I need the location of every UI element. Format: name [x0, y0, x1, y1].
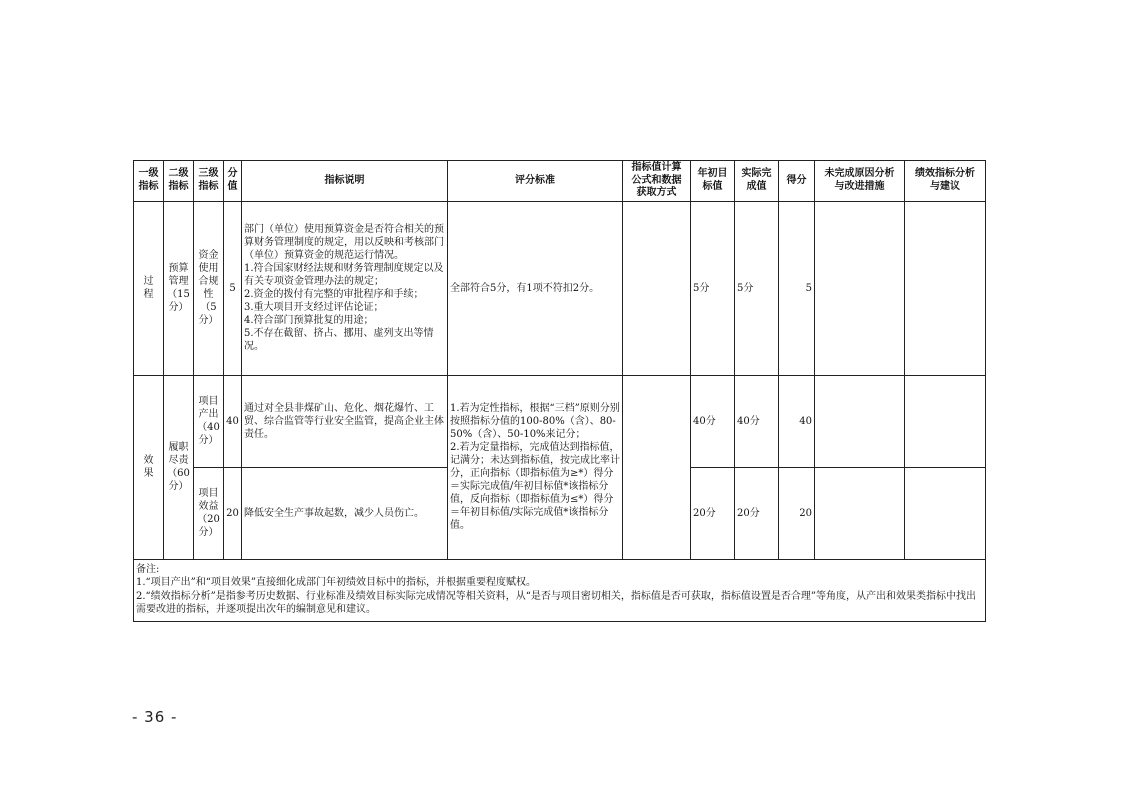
cell-level2: 预算 管理 （15 分）: [164, 201, 194, 375]
cell-level3: 项目 产出 （40 分）: [194, 375, 224, 467]
cell-weight: 20: [224, 467, 242, 559]
performance-table: [133, 160, 986, 622]
table-row: [134, 375, 986, 467]
header-row: [134, 161, 986, 202]
page-number: - 36 -: [132, 708, 178, 726]
note-1: 1.“项目产出”和“项目效果”直接细化成部门年初绩效目标中的指标，并根据重要程度赋权。: [136, 577, 536, 588]
cell-actual: 40分: [735, 375, 779, 467]
header-actual: 实际完 成值: [735, 161, 779, 202]
header-score-weight: 分 值: [224, 161, 242, 202]
cell-level1: 过 程: [134, 201, 164, 375]
cell-description: 通过对全县非煤矿山、危化、烟花爆竹、工贸、综合监管等行业安全监管，提高企业主体责任。: [242, 375, 448, 467]
header-analysis: 绩效指标分析 与建议: [905, 161, 986, 202]
cell-weight: 40: [224, 375, 242, 467]
cell-reason: [815, 201, 905, 375]
table-row: [134, 201, 986, 375]
cell-level2: 履职 尽责 （60 分）: [164, 375, 194, 559]
header-description: 指标说明: [242, 161, 448, 202]
cell-target: 5分: [691, 201, 735, 375]
cell-actual: 20分: [735, 467, 779, 559]
header-criteria: 评分标准: [448, 161, 623, 202]
cell-target: 40分: [691, 375, 735, 467]
cell-actual: 5分: [735, 201, 779, 375]
cell-reason: [815, 375, 905, 467]
cell-description: 降低安全生产事故起数，减少人员伤亡。: [242, 467, 448, 559]
note-2: 2.“绩效指标分析”是指参考历史数据、行业标准及绩效目标实际完成情况等相关资料，从“是否与项目密切相关，指标值是否可获取，指标值设置是否合理”等角度，从产出和效果类指标中找出需要改进的指标，并逐项提出次年的编制意见和建议。: [136, 590, 976, 615]
notes-title: 备注:: [136, 563, 160, 575]
cell-description: 部门（单位）使用预算资金是否符合相关的预算财务管理制度的规定，用以反映和考核部门（单位）预算资金的规范运行情况。 1.符合国家财经法规和财务管理制度规定以及有关专项资金管理办法的规定； 2.资金的拨付有完整的审批程序和手续； 3.重大项目开支经过评估论证； 4.符合部门预算批复的用途； 5.不存在截留、挤占、挪用、虚列支出等情况。: [242, 201, 448, 375]
cell-calc-method: [623, 375, 691, 559]
header-level3: 三级 指标: [194, 161, 224, 202]
cell-calc-method: [623, 201, 691, 375]
notes-row: [134, 559, 986, 621]
header-score: 得分: [779, 161, 815, 202]
header-reason: 未完成原因分析 与改进措施: [815, 161, 905, 202]
cell-criteria: 1.若为定性指标，根据“三档”原则分别按照指标分值的100-80%（含）、80-50%（含）、50-10%来记分； 2.若为定量指标，完成值达到指标值，记满分；未达到指标值，按完成比率计分，正向指标（即指标值为≥*）得分＝实际完成值/年初目标值*该指标分值，反向指标（即指标值为≤*）得分＝年初目标值/实际完成值*该指标分值。: [448, 375, 623, 559]
cell-level3: 项目 效益 （20 分）: [194, 467, 224, 559]
cell-reason: [815, 467, 905, 559]
cell-target: 20分: [691, 467, 735, 559]
header-level1: 一级 指标: [134, 161, 164, 202]
cell-score: 20: [779, 467, 815, 559]
cell-analysis: [905, 201, 986, 375]
notes-cell: [134, 559, 986, 621]
cell-level1: 效 果: [134, 375, 164, 559]
cell-analysis: [905, 375, 986, 467]
cell-analysis: [905, 467, 986, 559]
cell-weight: 5: [224, 201, 242, 375]
header-target: 年初目 标值: [691, 161, 735, 202]
cell-score: 40: [779, 375, 815, 467]
header-level2: 二级 指标: [164, 161, 194, 202]
cell-level3: 资金 使用 合规 性 （5 分）: [194, 201, 224, 375]
header-calc-method: 指标值计算 公式和数据 获取方式: [623, 161, 691, 202]
cell-criteria: 全部符合5分，有1项不符扣2分。: [448, 201, 623, 375]
cell-score: 5: [779, 201, 815, 375]
